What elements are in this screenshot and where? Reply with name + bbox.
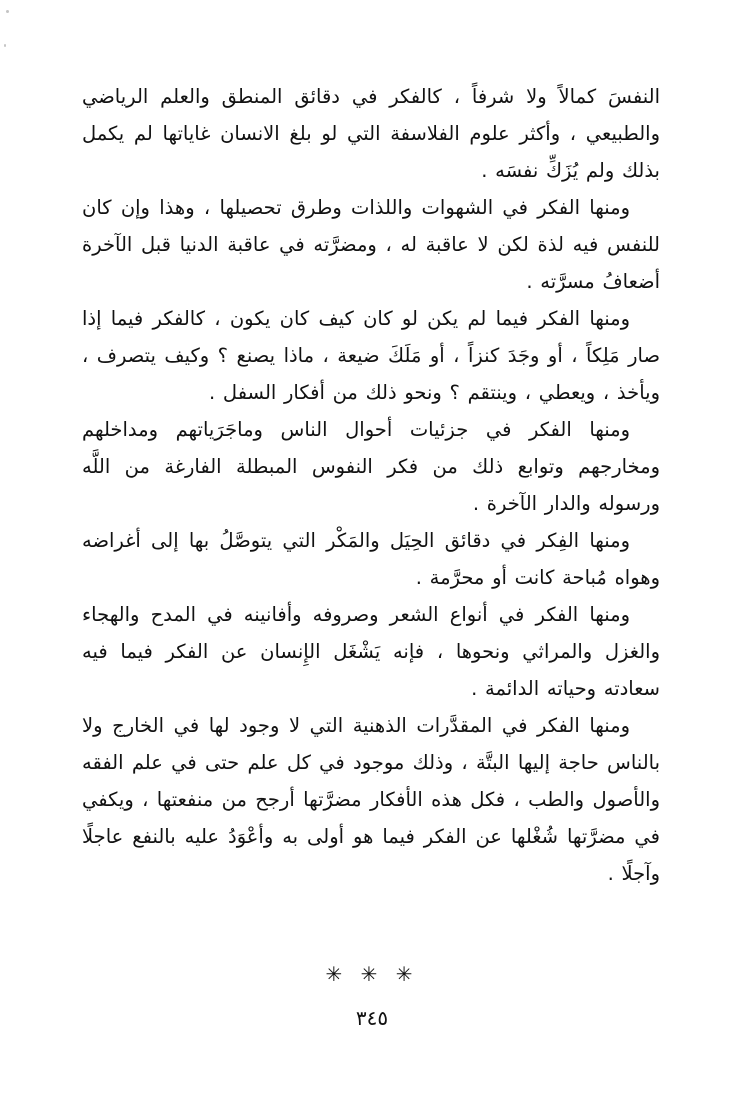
- paragraph: ومنها الفكر في جزئيات أحوال الناس وماجَرَياتهم ومداخلهم ومخارجهم وتوابع ذلك من فكر النفوس المبطلة الفارغة من اللَّه ورسوله والدار الآخرة .: [82, 418, 660, 515]
- paragraph: ومنها الفكر في أنواع الشعر وصروفه وأفانينه في المدح والهجاء والغزل والمراثي ونحوها ، فإنه يَشْغَل الإِنسان عن الفكر فيما فيه سعادته وحياته الدائمة .: [82, 603, 660, 700]
- scan-speck: [6, 10, 9, 13]
- paragraph: ومنها الفكر في المقدَّرات الذهنية التي لا وجود لها في الخارج ولا بالناس حاجة إليها البتَّة ، وذلك موجود في كل علم حتى في علم الفقه والأصول والطب ، فكل هذه الأفكار مضرَّتها أرجح من منفعتها ، ويكفي في مضرَّتها شُغْلها عن الفكر فيما هو أولى به وأعْوَدُ عليه بالنفع عاجلًا وآجلًا .: [82, 714, 660, 885]
- paragraph: ومنها الفكر فيما لم يكن لو كان كيف كان يكون ، كالفكر فيما إذا صار مَلِكاً ، أو وجَدَ كنزاً ، أو مَلَكَ ضيعة ، ماذا يصنع ؟ وكيف يتصرف ، ويأخذ ، ويعطي ، وينتقم ؟ ونحو ذلك من أفكار السفل .: [82, 307, 660, 404]
- page-text-block: [82, 78, 660, 892]
- paragraph: ومنها الفكر في الشهوات واللذات وطرق تحصيلها ، وهذا وإن كان للنفس فيه لذة لكن لا عاقبة له ، ومضرَّته في عاقبة الدنيا قبل الآخرة أضعافُ مسرَّته .: [82, 196, 660, 293]
- paragraph: ومنها الفِكر في دقائق الحِيَل والمَكْر التي يتوصَّلُ بها إلى أغراضه وهواه مُباحة كانت أو محرَّمة .: [82, 529, 660, 589]
- section-divider-stars: ✳ ✳ ✳: [325, 962, 419, 986]
- page-number: ٣٤٥: [355, 1006, 389, 1030]
- paragraph: النفسَ كمالاً ولا شرفاً ، كالفكر في دقائق المنطق والعلم الرياضي والطبيعي ، وأكثر علوم الفلاسفة التي لو بلغ الانسان غاياتها لم يكمل بذلك ولم يُزَكِّ نفسَه .: [82, 85, 660, 182]
- scan-speck: [4, 44, 6, 47]
